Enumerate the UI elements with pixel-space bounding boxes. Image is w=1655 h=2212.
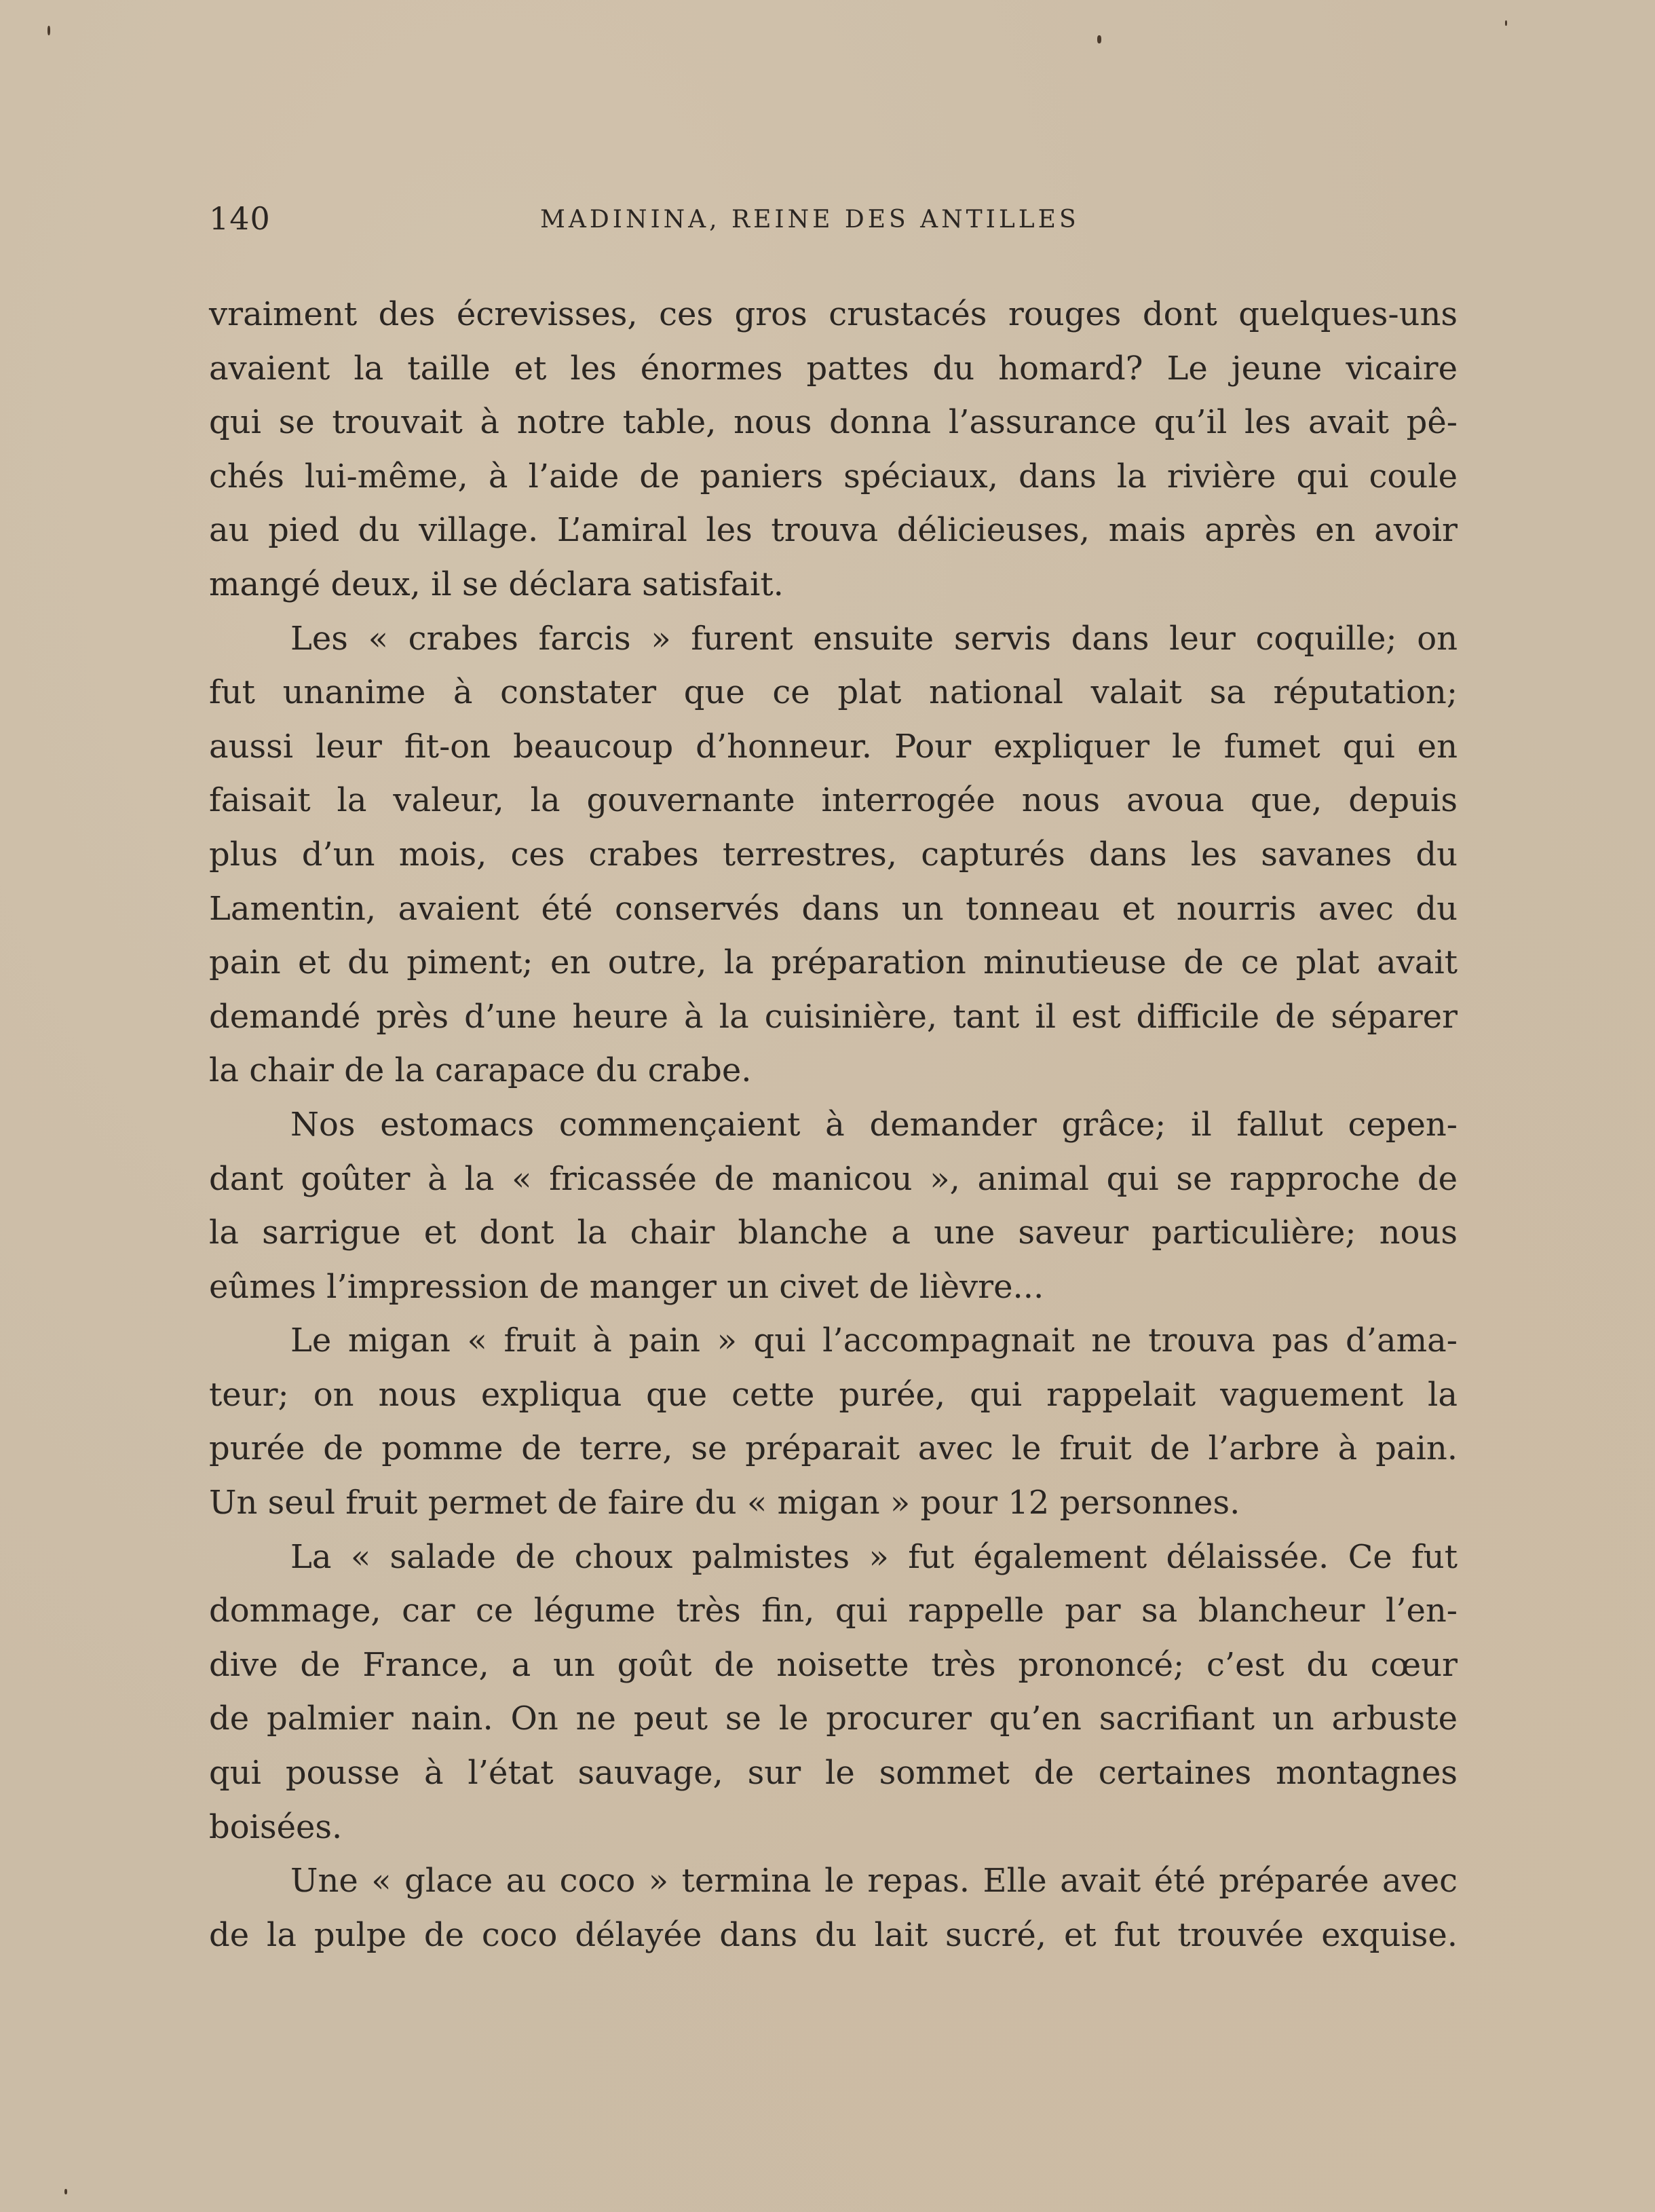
paper-speck: [1097, 35, 1101, 43]
paper-speck: [64, 2189, 67, 2194]
text-line: eûmes l’impression de manger un civet de lièvre...: [209, 1267, 1044, 1306]
text-line: plus d’un mois, ces crabes terrestres, capturés dans les savanes du: [209, 835, 1458, 874]
text-line: vraiment des écrevisses, ces gros crustacés rouges dont quelques-uns: [209, 295, 1458, 333]
text-line: avaient la taille et les énormes pattes du homard? Le jeune vicaire: [209, 349, 1458, 388]
text-line: dommage, car ce légume très fin, qui rappelle par sa blancheur l’en-: [209, 1592, 1458, 1630]
running-title: MADININA, REINE DES ANTILLES: [540, 206, 1080, 233]
page-number: 140: [209, 200, 271, 237]
text-line: La « salade de choux palmistes » fut également délaissée. Ce fut: [290, 1537, 1458, 1576]
body-text: [209, 288, 1458, 1962]
text-line: la sarrigue et dont la chair blanche a une saveur particulière; nous: [209, 1214, 1458, 1252]
text-line: chés lui-même, à l’aide de paniers spéciaux, dans la rivière qui coule: [209, 457, 1458, 495]
text-line: la chair de la carapace du crabe.: [209, 1051, 752, 1090]
text-line: purée de pomme de terre, se préparait avec le fruit de l’arbre à pain.: [209, 1429, 1458, 1468]
text-line: Le migan « fruit à pain » qui l’accompagnait ne trouva pas d’ama-: [290, 1321, 1458, 1360]
text-line: mangé deux, il se déclara satisfait.: [209, 565, 784, 603]
text-line: boisées.: [209, 1807, 343, 1846]
text-line: fut unanime à constater que ce plat national valait sa réputation;: [209, 673, 1458, 712]
paper-speck: [1505, 20, 1507, 26]
text-line: Un seul fruit permet de faire du « migan » pour 12 personnes.: [209, 1484, 1240, 1522]
text-line: Une « glace au coco » termina le repas. Elle avait été préparée avec: [290, 1862, 1458, 1900]
text-line: dive de France, a un goût de noisette très prononcé; c’est du cœur: [209, 1645, 1458, 1684]
text-line: pain et du piment; en outre, la préparation minutieuse de ce plat avait: [209, 943, 1458, 982]
text-line: qui se trouvait à notre table, nous donna l’assurance qu’il les avait pê-: [209, 403, 1458, 442]
paper-speck: [47, 26, 50, 35]
text-line: teur; on nous expliqua que cette purée, qui rappelait vaguement la: [209, 1375, 1458, 1414]
text-line: Lamentin, avaient été conservés dans un tonneau et nourris avec du: [209, 889, 1458, 928]
text-line: Nos estomacs commençaient à demander grâce; il fallut cepen-: [290, 1105, 1458, 1144]
text-line: de la pulpe de coco délayée dans du lait sucré, et fut trouvée exquise.: [209, 1915, 1458, 1954]
text-line: dant goûter à la « fricassée de manicou », animal qui se rapproche de: [209, 1159, 1458, 1198]
text-line: faisait la valeur, la gouvernante interrogée nous avoua que, depuis: [209, 781, 1458, 820]
text-line: qui pousse à l’état sauvage, sur le sommet de certaines montagnes: [209, 1754, 1458, 1793]
text-line: Les « crabes farcis » furent ensuite servis dans leur coquille; on: [290, 619, 1458, 658]
text-line: demandé près d’une heure à la cuisinière, tant il est difficile de séparer: [209, 997, 1458, 1036]
running-header: [209, 198, 1458, 239]
text-line: aussi leur fit-on beaucoup d’honneur. Pour expliquer le fumet qui en: [209, 727, 1458, 766]
text-line: de palmier nain. On ne peut se le procurer qu’en sacrifiant un arbuste: [209, 1700, 1458, 1738]
text-line: au pied du village. L’amiral les trouva délicieuses, mais après en avoir: [209, 511, 1458, 550]
